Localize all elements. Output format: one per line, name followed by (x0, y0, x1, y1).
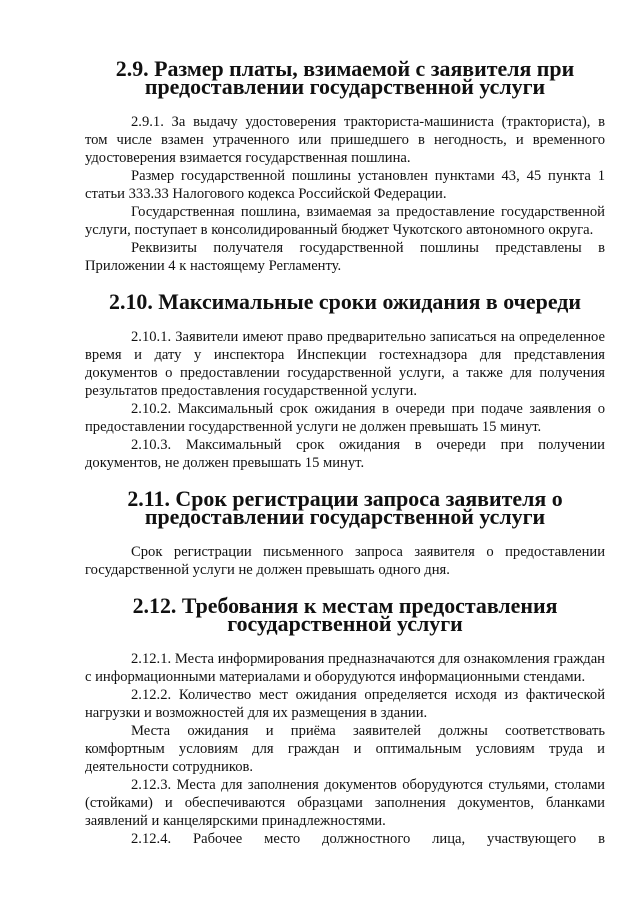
paragraph: 2.12.2. Количество мест ожидания определяется исходя из фактической нагрузки и возможностей для их размещения в здании. (85, 687, 605, 721)
paragraph: 2.10.1. Заявители имеют право предварительно записаться на определенное время и дату у инспектора Инспекции гостехнадзора для представления документов о предоставлении государственной услуги, а также для получения результатов предоставления государственной услуги. (85, 329, 605, 399)
paragraph: 2.10.2. Максимальный срок ожидания в очереди при подаче заявления о предоставлении государственной услуги не должен превышать 15 минут. (85, 401, 605, 435)
paragraph: 2.10.3. Максимальный срок ожидания в очереди при получении документов, не должен превышать 15 минут. (85, 437, 605, 471)
paragraph: 2.9.1. За выдачу удостоверения тракториста-машиниста (тракториста), в том числе взамен утраченного или пришедшего в негодность, и временного удостоверения взимается государственная пошлина. (85, 114, 605, 166)
section-heading-2-11: 2.11. Срок регистрации запроса заявителя о предоставлении государственной услуги (127, 486, 563, 529)
paragraph: Срок регистрации письменного запроса заявителя о предоставлении государственной услуги не должен превышать одного дня. (85, 544, 605, 578)
paragraph: 2.12.1. Места информирования предназначаются для ознакомления граждан с информационными материалами и оборудуются информационными стендами. (85, 651, 605, 685)
paragraph: Места ожидания и приёма заявителей должны соответствовать комфортным условиям для граждан и оптимальным условиям труда и деятельности сотрудников. (85, 723, 605, 775)
paragraph: 2.12.4. Рабочее место должностного лица, участвующего в (131, 831, 605, 847)
section-heading-2-9: 2.9. Размер платы, взимаемой с заявителя при предоставлении государственной услуги (115, 56, 575, 99)
paragraph: Размер государственной пошлины установлен пунктами 43, 45 пункта 1 статьи 333.33 Налогового кодекса Российской Федерации. (85, 168, 605, 202)
paragraph: 2.12.3. Места для заполнения документов оборудуются стульями, столами (стойками) и обеспечиваются образцами заполнения документов, бланками заявлений и канцелярскими принадлежностями. (85, 777, 605, 829)
paragraph: Государственная пошлина, взимаемая за предоставление государственной услуги, поступает в консолидированный бюджет Чукотского автономного округа. (85, 204, 605, 238)
section-heading-2-10: 2.10. Максимальные сроки ожидания в очереди (109, 289, 581, 314)
section-heading-2-12: 2.12. Требования к местам предоставления государственной услуги (132, 593, 558, 636)
paragraph: Реквизиты получателя государственной пошлины представлены в Приложении 4 к настоящему Регламенту. (85, 240, 605, 274)
